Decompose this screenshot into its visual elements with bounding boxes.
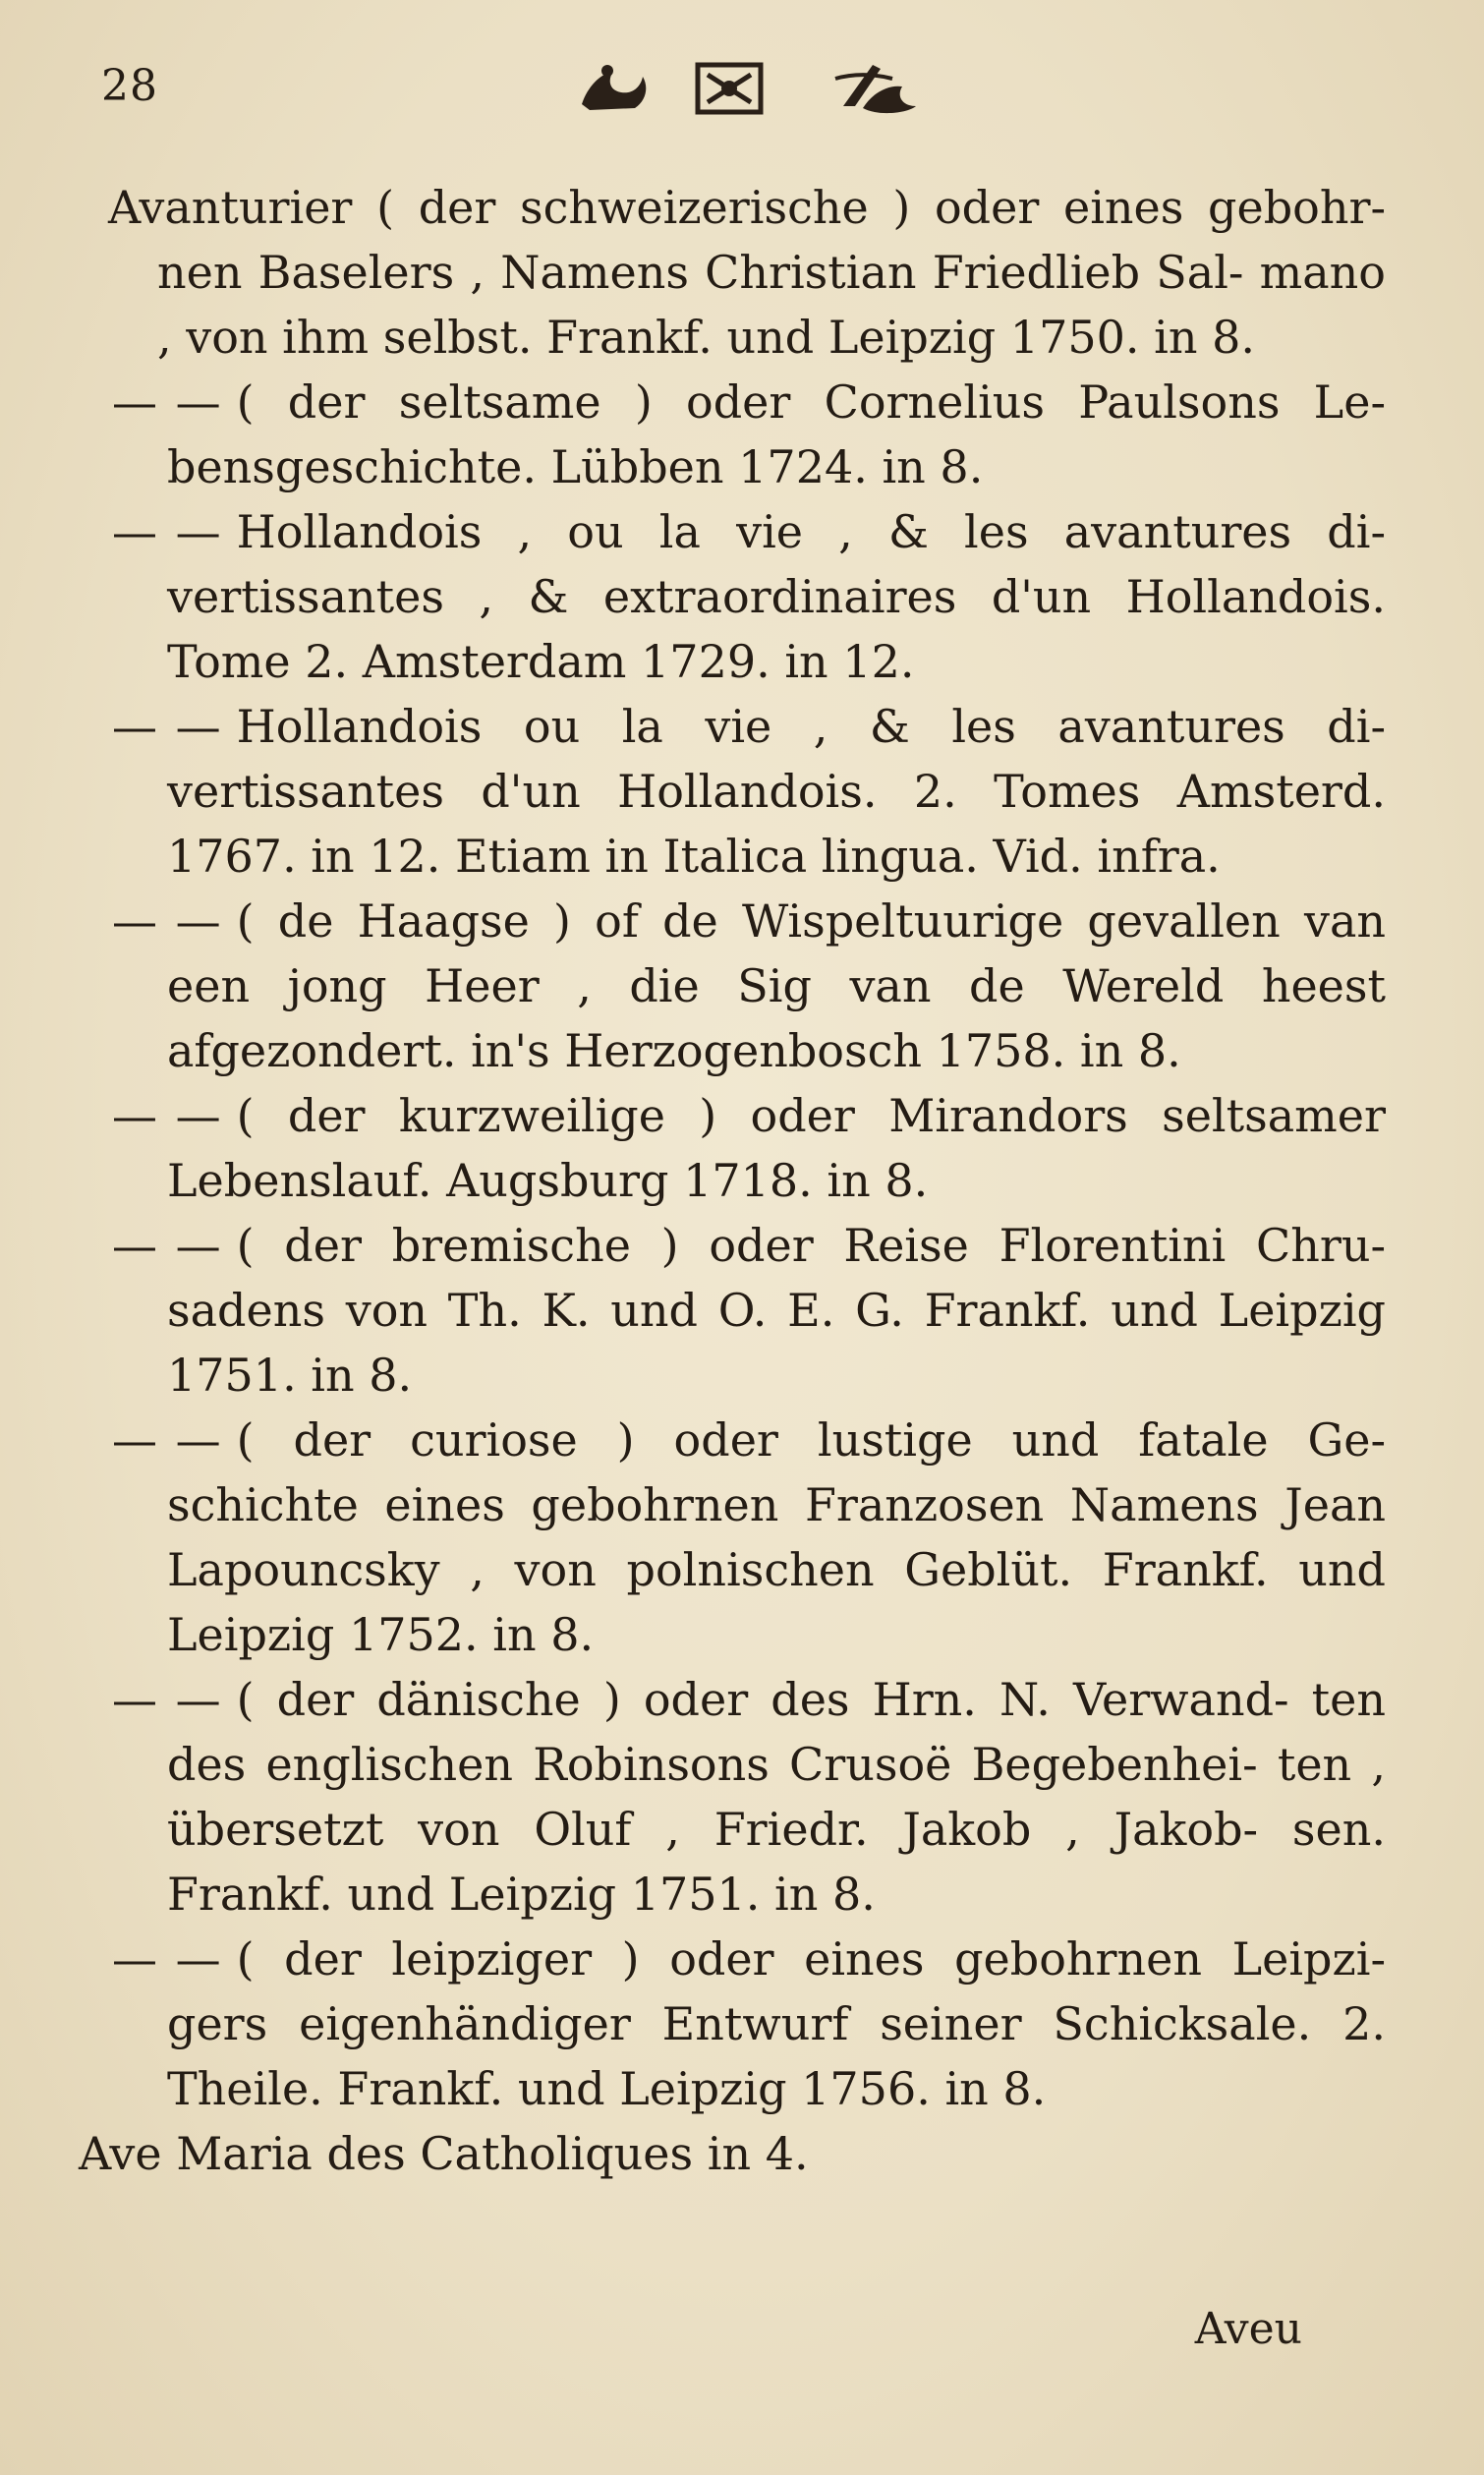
ditto-dashes: — — bbox=[112, 1089, 223, 1142]
entry-text: Hollandois , ou la vie , & les avantures di- vertissantes , & extraordinaires d'un Hollandois. Tome 2. Amsterdam 1729. in 12. bbox=[167, 505, 1386, 688]
entry-haagse bbox=[0, 889, 1484, 1083]
entry-leipziger bbox=[0, 1927, 1484, 2121]
entry-text: Avanturier ( der schweizerische ) oder eines gebohr- nen Baselers , Namens Christian Friedlieb Sal- mano , von ihm selbst. Frankf. und Leipzig 1750. in 8. bbox=[108, 181, 1386, 364]
entry-text: ( der leipziger ) oder eines gebohrnen Leipzi- gers eigenhändiger Entwurf seiner Schicksale. 2. Theile. Frankf. und Leipzig 1756. in 8. bbox=[167, 1932, 1386, 2115]
entry-daenische bbox=[0, 1667, 1484, 1927]
entry-seltsame bbox=[0, 370, 1484, 499]
entry-text: ( der curiose ) oder lustige und fatale Ge- schichte eines gebohrnen Franzosen Namens Jean Lapouncsky , von polnischen Geblüt. Frankf. und Leipzig 1752. in 8. bbox=[167, 1413, 1386, 1661]
ditto-dashes: — — bbox=[112, 1673, 223, 1726]
ditto-dashes: — — bbox=[112, 894, 223, 948]
page-number: 28 bbox=[101, 61, 158, 111]
printer-ornament-icon bbox=[578, 57, 942, 116]
entry-text: ( der seltsame ) oder Cornelius Paulsons Le- bensgeschichte. Lübben 1724. in 8. bbox=[167, 375, 1386, 493]
ditto-dashes: — — bbox=[112, 700, 223, 753]
entry-text: ( de Haagse ) of de Wispeltuurige gevallen van een jong Heer , die Sig van de Wereld heest afgezondert. in's Herzogenbosch 1758. in 8. bbox=[167, 894, 1386, 1077]
ditto-dashes: — — bbox=[112, 505, 223, 558]
bibliography-entries bbox=[0, 175, 1484, 2186]
catchword: Aveu bbox=[1194, 2304, 1302, 2354]
entry-bremische bbox=[0, 1213, 1484, 1408]
ditto-dashes: — — bbox=[112, 1932, 223, 1986]
entry-text: Hollandois ou la vie , & les avantures di- vertissantes d'un Hollandois. 2. Tomes Amsterd. 1767. in 12. Etiam in Italica lingua. Vid. infra. bbox=[167, 700, 1386, 883]
entry-text: ( der dänische ) oder des Hrn. N. Verwand- ten des englischen Robinsons Crusoë Begebenhei- ten , übersetzt von Oluf , Friedr. Jakob , Jakob- sen. Frankf. und Leipzig 1751. in 8. bbox=[167, 1673, 1386, 1921]
entry-kurzweilige bbox=[0, 1083, 1484, 1213]
entry-curiose bbox=[0, 1408, 1484, 1667]
entry-text: ( der kurzweilige ) oder Mirandors seltsamer Lebenslauf. Augsburg 1718. in 8. bbox=[167, 1089, 1386, 1207]
entry-ave-maria bbox=[0, 2121, 1484, 2186]
entry-avanturier-schweizerische bbox=[0, 175, 1484, 370]
entry-text: ( der bremische ) oder Reise Florentini Chru- sadens von Th. K. und O. E. G. Frankf. und Leipzig 1751. in 8. bbox=[167, 1219, 1386, 1402]
ditto-dashes: — — bbox=[112, 1219, 223, 1272]
entry-text: Ave Maria des Catholiques in 4. bbox=[79, 2127, 809, 2180]
ditto-dashes: — — bbox=[112, 1413, 223, 1467]
ditto-dashes: — — bbox=[112, 375, 223, 429]
entry-hollandois-1729 bbox=[0, 499, 1484, 694]
entry-hollandois-1767 bbox=[0, 694, 1484, 889]
